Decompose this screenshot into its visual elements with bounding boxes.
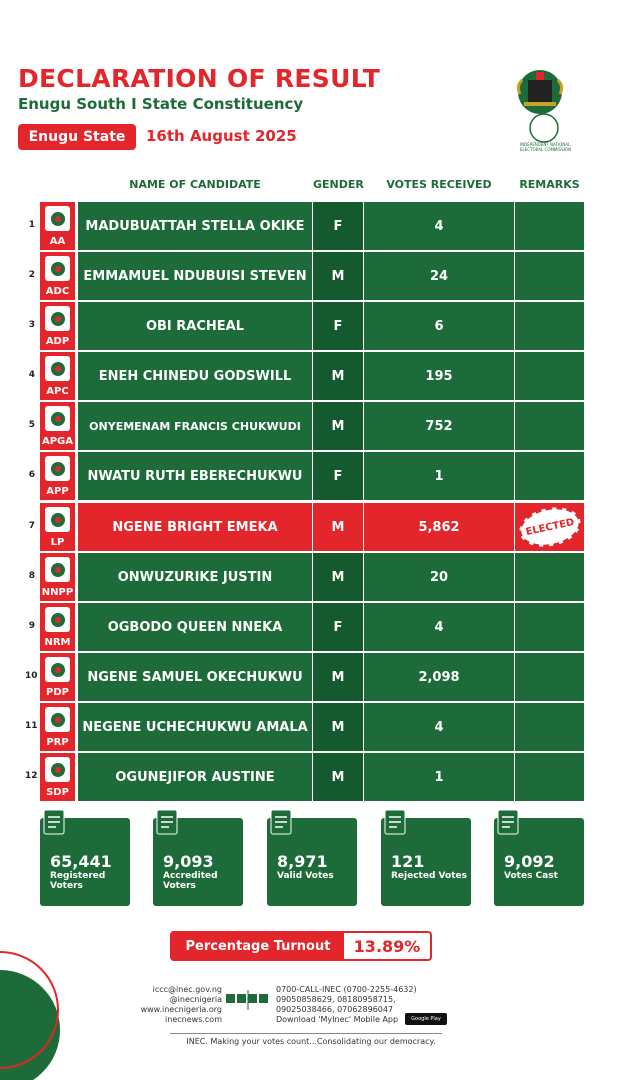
contacts-left: [110, 985, 222, 1025]
stat-label: Rejected Votes: [391, 871, 467, 881]
remarks-cell: [515, 603, 584, 651]
party-logo-icon: [45, 507, 70, 532]
footer-divider: [170, 1033, 442, 1034]
votes-received: 4: [364, 603, 514, 651]
party-cell: [40, 653, 75, 701]
social-media-icon: [226, 990, 270, 1010]
table-row: [28, 452, 584, 500]
column-header-name: NAME OF CANDIDATE: [129, 178, 261, 191]
ballot-check-icon: [267, 808, 307, 838]
state-badge: Enugu State: [18, 124, 136, 150]
party-logo-icon: [45, 657, 70, 682]
constituency-subtitle: Enugu South I State Constituency: [18, 95, 304, 113]
candidate-gender: F: [313, 302, 363, 350]
website-link[interactable]: www.inecnigeria.org: [140, 1005, 222, 1014]
row-index: 11: [25, 721, 38, 731]
table-row: [28, 302, 584, 350]
party-cell: [40, 352, 75, 400]
candidate-name: ONWUZURIKE JUSTIN: [78, 553, 312, 601]
party-logo-icon: [45, 306, 70, 331]
party-logo-icon: [45, 456, 70, 481]
party-cell: [40, 202, 75, 250]
votes-received: 4: [364, 703, 514, 751]
footer-slogan: INEC. Making your votes count...Consolidating our democracy.: [186, 1037, 436, 1046]
party-name: NNPP: [41, 587, 74, 598]
stat-card: [153, 818, 243, 906]
turnout-value: 13.89%: [353, 936, 421, 956]
phone-numbers-1: 09050858629, 08180958715,: [276, 995, 396, 1004]
candidate-name: MADUBUATTAH STELLA OKIKE: [78, 202, 312, 250]
party-cell: [40, 402, 75, 450]
party-name: PRP: [46, 737, 69, 748]
candidate-name: OBI RACHEAL: [78, 302, 312, 350]
party-cell: [40, 553, 75, 601]
remarks-cell: [515, 202, 584, 250]
votes-received: 20: [364, 553, 514, 601]
remarks-cell: [515, 352, 584, 400]
stat-label: Accredited Voters: [163, 871, 218, 891]
votes-received: 1: [364, 753, 514, 801]
party-logo-icon: [45, 757, 70, 782]
candidate-name: NEGENE UCHECHUKWU AMALA: [78, 703, 312, 751]
stat-value: 9,093: [163, 852, 214, 871]
inec-logo-icon: [514, 66, 566, 154]
candidate-gender: F: [313, 202, 363, 250]
candidate-name: EMMAMUEL NDUBUISI STEVEN: [78, 252, 312, 300]
party-name: NRM: [44, 637, 71, 648]
table-row: [28, 503, 584, 551]
table-row: [28, 603, 584, 651]
party-logo-icon: [45, 607, 70, 632]
votes-received: 5,862: [364, 503, 514, 551]
party-cell: [40, 252, 75, 300]
party-cell: [40, 503, 75, 551]
google-play-badge[interactable]: Google Play: [405, 1013, 447, 1025]
party-cell: [40, 603, 75, 651]
stat-value: 9,092: [504, 852, 555, 871]
election-date: 16th August 2025: [146, 127, 297, 145]
candidate-gender: M: [313, 352, 363, 400]
remarks-cell: [515, 503, 584, 551]
candidate-gender: F: [313, 452, 363, 500]
stat-label: Votes Cast: [504, 871, 558, 881]
candidate-name: ENEH CHINEDU GODSWILL: [78, 352, 312, 400]
candidate-gender: M: [313, 252, 363, 300]
row-index: 3: [28, 320, 35, 330]
candidate-name: NWATU RUTH EBERECHUKWU: [78, 452, 312, 500]
stat-label: Registered Voters: [50, 871, 106, 891]
votes-received: 4: [364, 202, 514, 250]
ballot-box-icon: [494, 808, 534, 838]
candidate-gender: M: [313, 402, 363, 450]
table-row: [25, 753, 584, 801]
table-row: [28, 202, 584, 250]
stat-card: [494, 818, 584, 906]
table-row: [28, 402, 584, 450]
elected-stamp: ELECTED: [515, 502, 584, 552]
column-header-gender: GENDER: [313, 178, 364, 191]
document-icon: [40, 808, 80, 838]
party-cell: [40, 302, 75, 350]
social-handle[interactable]: @inecnigeria: [169, 995, 222, 1004]
remarks-cell: [515, 252, 584, 300]
table-row: [28, 553, 584, 601]
votes-received: 195: [364, 352, 514, 400]
row-index: 9: [28, 621, 35, 631]
party-logo-icon: [45, 356, 70, 381]
table-row: [25, 703, 584, 751]
party-name: PDP: [46, 687, 69, 698]
remarks-cell: [515, 402, 584, 450]
remarks-cell: [515, 703, 584, 751]
row-index: 5: [28, 420, 35, 430]
ballot-cross-icon: [381, 808, 421, 838]
turnout-label: Percentage Turnout: [172, 933, 344, 959]
remarks-cell: [515, 653, 584, 701]
party-name: ADP: [45, 336, 70, 347]
remarks-cell: [515, 452, 584, 500]
candidate-gender: M: [313, 503, 363, 551]
party-logo-icon: [45, 557, 70, 582]
stat-label: Valid Votes: [277, 871, 334, 881]
votes-received: 2,098: [364, 653, 514, 701]
party-cell: [40, 753, 75, 801]
app-download-text: Download 'MyInec' Mobile App: [276, 1015, 399, 1024]
email-link[interactable]: iccc@inec.gov.ng: [152, 985, 222, 994]
party-name: APC: [46, 386, 69, 397]
column-header-remarks: REMARKS: [519, 178, 580, 191]
party-name: SDP: [46, 787, 69, 798]
turnout-badge: [170, 931, 432, 961]
party-cell: [40, 452, 75, 500]
candidate-gender: M: [313, 653, 363, 701]
row-index: 4: [28, 370, 35, 380]
remarks-cell: [515, 553, 584, 601]
stat-card: [40, 818, 130, 906]
stat-value: 8,971: [277, 852, 328, 871]
call-center: 0700-CALL-INEC (0700-2255-4632): [276, 985, 417, 994]
votes-received: 24: [364, 252, 514, 300]
phone-numbers-2: 09025038466, 07062896047: [276, 1005, 394, 1014]
candidate-name: OGUNEJIFOR AUSTINE: [78, 753, 312, 801]
party-logo-icon: [45, 707, 70, 732]
candidate-name: NGENE BRIGHT EMEKA: [78, 503, 312, 551]
decorative-circle-icon: [0, 930, 80, 1080]
candidate-gender: F: [313, 603, 363, 651]
column-header-votes: VOTES RECEIVED: [386, 178, 492, 191]
row-index: 2: [28, 270, 35, 280]
candidate-gender: M: [313, 753, 363, 801]
party-name: LP: [50, 537, 65, 548]
table-row: [28, 352, 584, 400]
party-name: ADC: [45, 286, 70, 297]
candidate-gender: M: [313, 553, 363, 601]
remarks-cell: [515, 302, 584, 350]
stat-card: [267, 818, 357, 906]
table-row: [28, 252, 584, 300]
party-name: APP: [46, 486, 69, 497]
row-index: 8: [28, 571, 35, 581]
row-index: 10: [25, 671, 38, 681]
row-index: 6: [28, 470, 35, 480]
table-row: [25, 653, 584, 701]
stat-value: 65,441: [50, 852, 112, 871]
party-cell: [40, 703, 75, 751]
inec-logo-caption: INDEPENDENT NATIONAL ELECTORAL COMMISSION: [520, 142, 571, 152]
stat-card: [381, 818, 471, 906]
votes-received: 6: [364, 302, 514, 350]
candidate-name: NGENE SAMUEL OKECHUKWU: [78, 653, 312, 701]
remarks-cell: [515, 753, 584, 801]
stat-value: 121: [391, 852, 425, 871]
candidate-name: ONYEMENAM FRANCIS CHUKWUDI: [78, 402, 312, 450]
checklist-icon: [153, 808, 193, 838]
row-index: 12: [25, 771, 38, 781]
party-logo-icon: [45, 406, 70, 431]
party-name: AA: [49, 236, 66, 247]
party-name: APGA: [41, 436, 73, 447]
row-index: 7: [28, 521, 35, 531]
party-logo-icon: [45, 206, 70, 231]
news-link[interactable]: inecnews.com: [165, 1015, 222, 1024]
page-title: DECLARATION OF RESULT: [18, 64, 381, 93]
candidate-gender: M: [313, 703, 363, 751]
row-index: 1: [28, 220, 35, 230]
party-logo-icon: [45, 256, 70, 281]
candidate-name: OGBODO QUEEN NNEKA: [78, 603, 312, 651]
votes-received: 752: [364, 402, 514, 450]
votes-received: 1: [364, 452, 514, 500]
